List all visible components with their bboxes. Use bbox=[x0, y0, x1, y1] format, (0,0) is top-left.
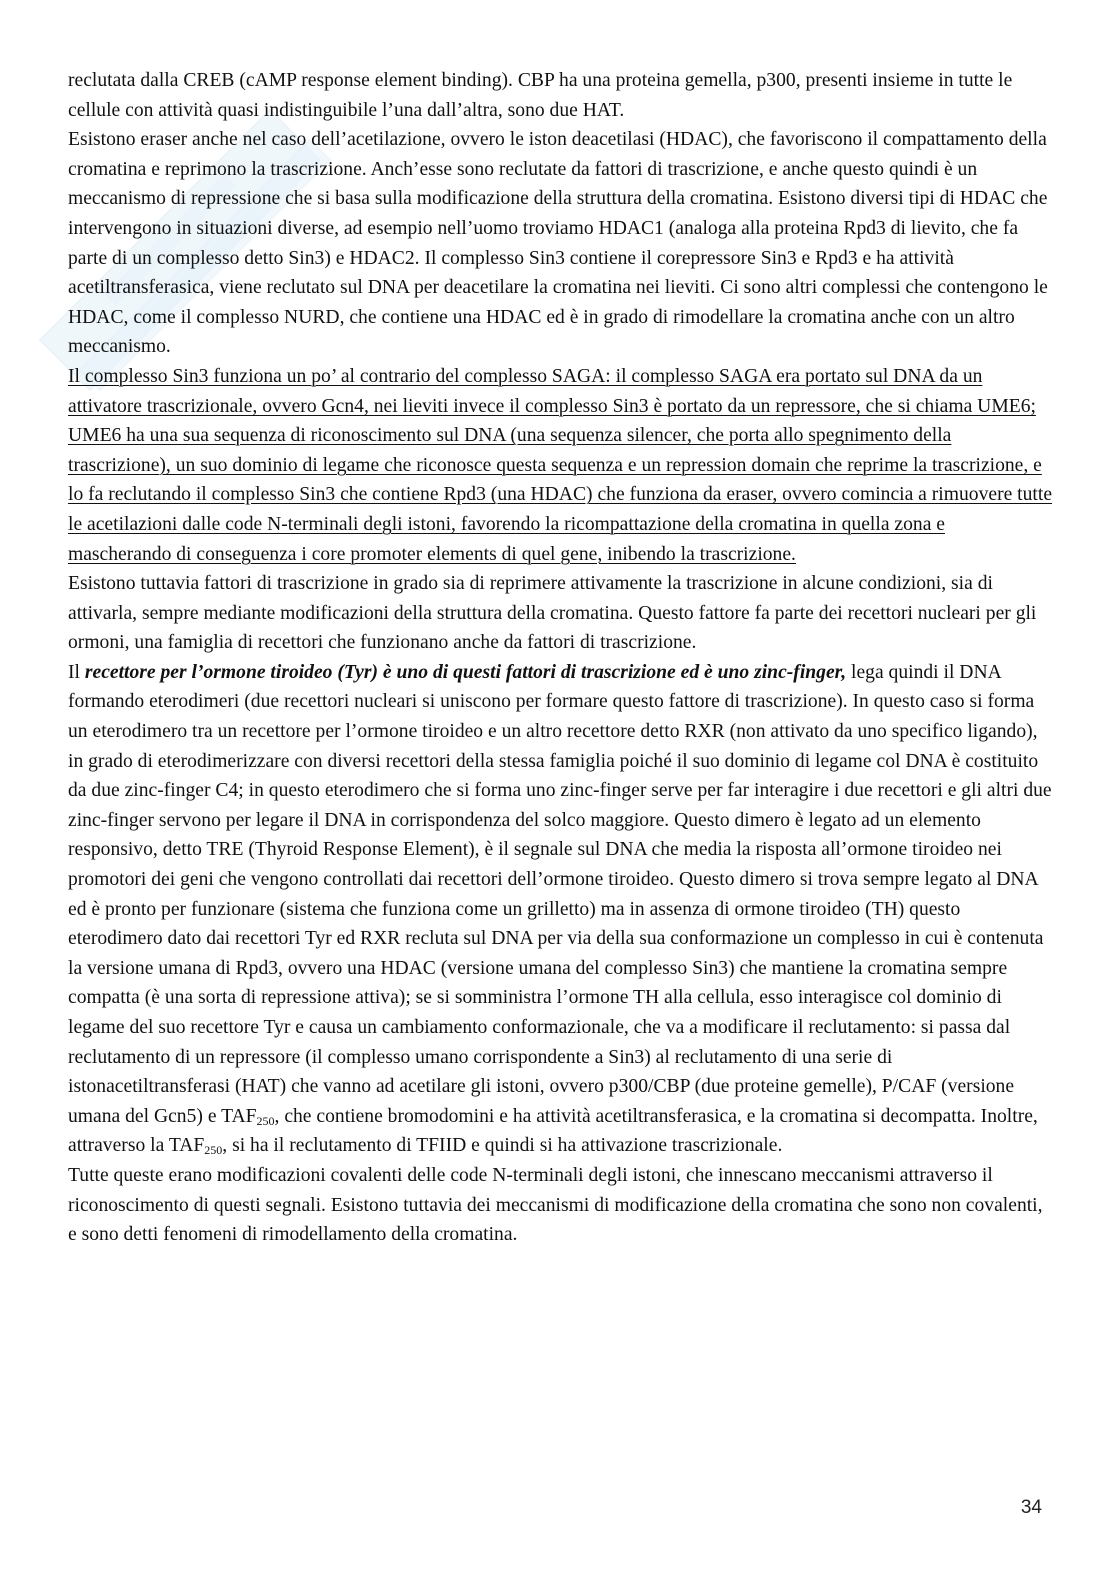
paragraph-remodeling: Tutte queste erano modificazioni covalenti delle code N-terminali degli istoni, che innescano meccanismi attraverso il riconoscimento di questi segnali. Esistono tuttavia dei meccanismi di modificazione della cromatina che sono non covalenti, e sono detti fenomeni di rimodellamento della cromatina. bbox=[68, 1164, 1043, 1246]
paragraph-nuclear-receptors: Esistono tuttavia fattori di trascrizione in grado sia di reprimere attivamente la trascrizione in alcune condizioni, sia di attivarla, sempre mediante modificazioni della struttura della cromatina. Questo fattore fa parte dei recettori nucleari per gli ormoni, una famiglia di recettori che funzionano anche da fattori di trascrizione. bbox=[68, 573, 1037, 654]
page-number: 34 bbox=[1020, 1497, 1042, 1518]
paragraph-lead: Il bbox=[68, 661, 80, 683]
paragraph-hdac: Esistono eraser anche nel caso dell’acetilazione, ovvero le iston deacetilasi (HDAC), che favoriscono il compattamento della cromatina e reprimono la trascrizione. Anch’esse sono reclutate da fattori di trascrizione, e anche questo quindi è un meccanismo di repressione che si basa sulla modificazione della struttura della cromatina. Esistono diversi tipi di HDAC che intervengono in situazioni diverse, ad esempio nell’uomo troviamo HDAC1 (analoga alla proteina Rpd3 di lievito, che fa parte di un complesso detto Sin3) e HDAC2. Il complesso Sin3 contiene il corepressore Sin3 e Rpd3 e ha attività acetiltransferasica, viene reclutato sul DNA per deacetilare la cromatina nei lieviti. Ci sono altri complessi che contengono le HDAC, come il complesso NURD, che contiene una HDAC ed è in grado di rimodellare la cromatina anche con un altro meccanismo. bbox=[68, 129, 1048, 358]
paragraph-sin3-saga-part1: Il complesso Sin3 funziona un po’ al contrario del complesso SAGA: il complesso SAGA era portato sul DNA da un attivatore trascrizionale, ovvero Gcn4, nei lieviti invece il complesso Sin3 è portato da un repressore, che si chiama UME6; bbox=[68, 365, 1036, 417]
body-text-1: lega quindi il DNA formando eterodimeri (due recettori nucleari si uniscono per formare questo fattore di trascrizione). In questo caso si forma un eterodimero tra un recettore per l’ormone tiroideo e un altro recettore detto RXR (non attivato da uno specifico ligando), in grado di eterodimerizzare con diversi recettori della stessa famiglia poiché il suo dominio di legame col DNA è costituito da due zinc-finger C4; in questo eterodimero che si forma uno zinc-finger serve per far interagire i due recettori e gli altri due zinc-finger servono per legare il DNA in corrispondenza del solco maggiore. Questo dimero è legato ad un elemento responsivo, detto TRE (Thyroid Response Element), è il segnale sul DNA che media la risposta all’ormone tiroideo nei promotori dei geni che vengono controllati dai recettori dell’ormone tiroideo. Questo dimero si trova sempre legato al DNA ed è pronto per funzionare (sistema che funziona come un grilletto) ma in assenza di ormone tiroideo (TH) questo eterodimero dato dai recettori Tyr ed RXR recluta sul DNA per via della sua conformazione un complesso in cui è contenuta la versione umana di Rpd3, ovvero una HDAC (versione umana del complesso Sin3) che mantiene la cromatina sempre compatta (è una sorta di repressione attiva); se si somministra l’ormone TH alla cellula, esso interagisce col dominio di legame del suo recettore Tyr e causa un cambiamento conformazionale, che va a modificare il reclutamento: si passa dal reclutamento di un repressore (il complesso umano corrispondente a Sin3) al reclutamento di una serie di istonacetiltransferasi (HAT) che vanno ad acetilare gli istoni, ovvero p300/CBP (due proteine gemelle), P/CAF (versione umana del Gcn5) e TAF bbox=[68, 661, 1052, 1127]
body-text-2: , che contiene bromodomini e ha attività acetiltransferasica, e la cromatina si decompatta. Inoltre, attraverso la TAF bbox=[68, 1105, 1038, 1157]
document-page bbox=[68, 66, 1052, 1250]
body-text-3: , si ha il reclutamento di TFIID e quindi si ha attivazione trascrizionale. bbox=[222, 1135, 783, 1157]
paragraph-sin3-saga bbox=[68, 362, 1052, 569]
paragraph-sin3-saga-part2: UME6 ha una sua sequenza di riconoscimento sul DNA (una sequenza silencer, che porta allo spegnimento della trascrizione), un suo dominio di legame che riconosce questa sequenza e un repression domain che reprime la trascrizione, e lo fa reclutando il complesso Sin3 che contiene Rpd3 (una HDAC) che funziona da eraser, ovvero comincia a rimuovere tutte le acetilazioni dalle code N-terminali degli istoni, favorendo la ricompattazione della cromatina in quella zona e mascherando di conseguenza i core promoter elements di quel gene, inibendo la trascrizione. bbox=[68, 425, 1053, 565]
paragraph-thyroid-receptor bbox=[68, 658, 1052, 1161]
subscript-250-a: 250 bbox=[256, 1113, 275, 1128]
paragraph-creb: reclutata dalla CREB (cAMP response element binding). CBP ha una proteina gemella, p300, presenti insieme in tutte le cellule con attività quasi indistinguibile l’una dall’altra, sono due HAT. bbox=[68, 70, 1013, 121]
subscript-250-b: 250 bbox=[204, 1143, 223, 1158]
emphasis-text: recettore per l’ormone tiroideo (Tyr) è uno di questi fattori di trascrizione ed è uno zinc-finger, bbox=[84, 661, 847, 683]
